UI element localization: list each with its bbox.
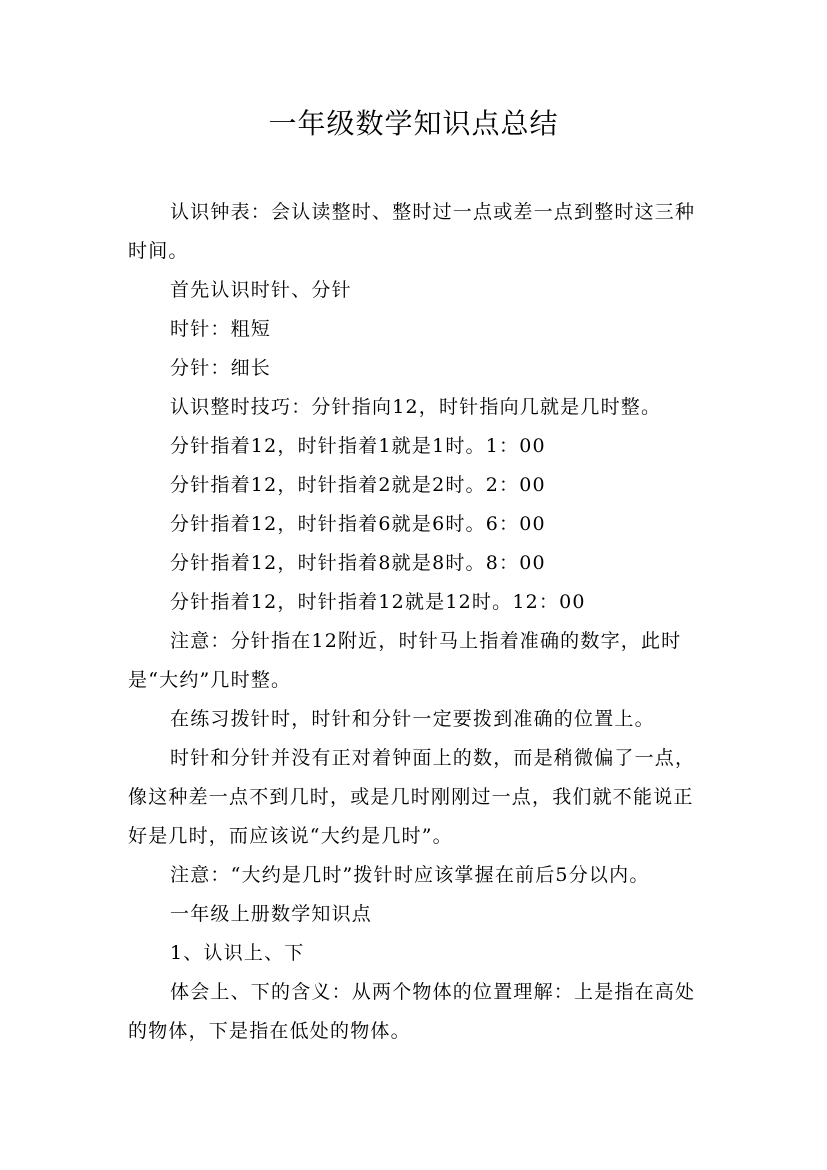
- paragraph: 注意：分针指在12附近，时针马上指着准确的数字，此时是“大约”几时整。: [128, 630, 682, 691]
- paragraph: 分针指着12，时针指着8就是8时。8：00: [170, 552, 546, 574]
- paragraph: 分针指着12，时针指着1就是1时。1：00: [170, 435, 546, 457]
- paragraph: 分针指着12，时针指着2就是2时。2：00: [170, 474, 546, 496]
- document-body: [128, 193, 708, 1051]
- paragraph: 在练习拨针时，时针和分针一定要拨到准确的位置上。: [170, 708, 655, 730]
- section-heading: 一年级上册数学知识点: [170, 903, 373, 925]
- paragraph: 体会上、下的含义：从两个物体的位置理解：上是指在高处的物体，下是指在低处的物体。: [128, 981, 696, 1042]
- paragraph: 认识钟表：会认读整时、整时过一点或差一点到整时这三种时间。: [128, 201, 696, 262]
- paragraph: 分针指着12，时针指着12就是12时。12：00: [170, 591, 586, 613]
- paragraph: 时针和分针并没有正对着钟面上的数，而是稍微偏了一点，像这种差一点不到几时，或是几时刚刚过一点，我们就不能说正好是几时，而应该说“大约是几时”。: [128, 747, 696, 847]
- paragraph: 认识整时技巧：分针指向12，时针指向几就是几时整。: [170, 396, 662, 418]
- paragraph: 分针指着12，时针指着6就是6时。6：00: [170, 513, 546, 535]
- paragraph: 注意：“大约是几时”拨针时应该掌握在前后5分以内。: [170, 864, 650, 886]
- subsection-heading: 1、认识上、下: [170, 942, 305, 964]
- paragraph: 首先认识时针、分针: [170, 279, 352, 301]
- paragraph: 时针：粗短: [170, 318, 272, 340]
- document-title: 一年级数学知识点总结: [268, 107, 559, 140]
- paragraph: 分针：细长: [170, 357, 272, 379]
